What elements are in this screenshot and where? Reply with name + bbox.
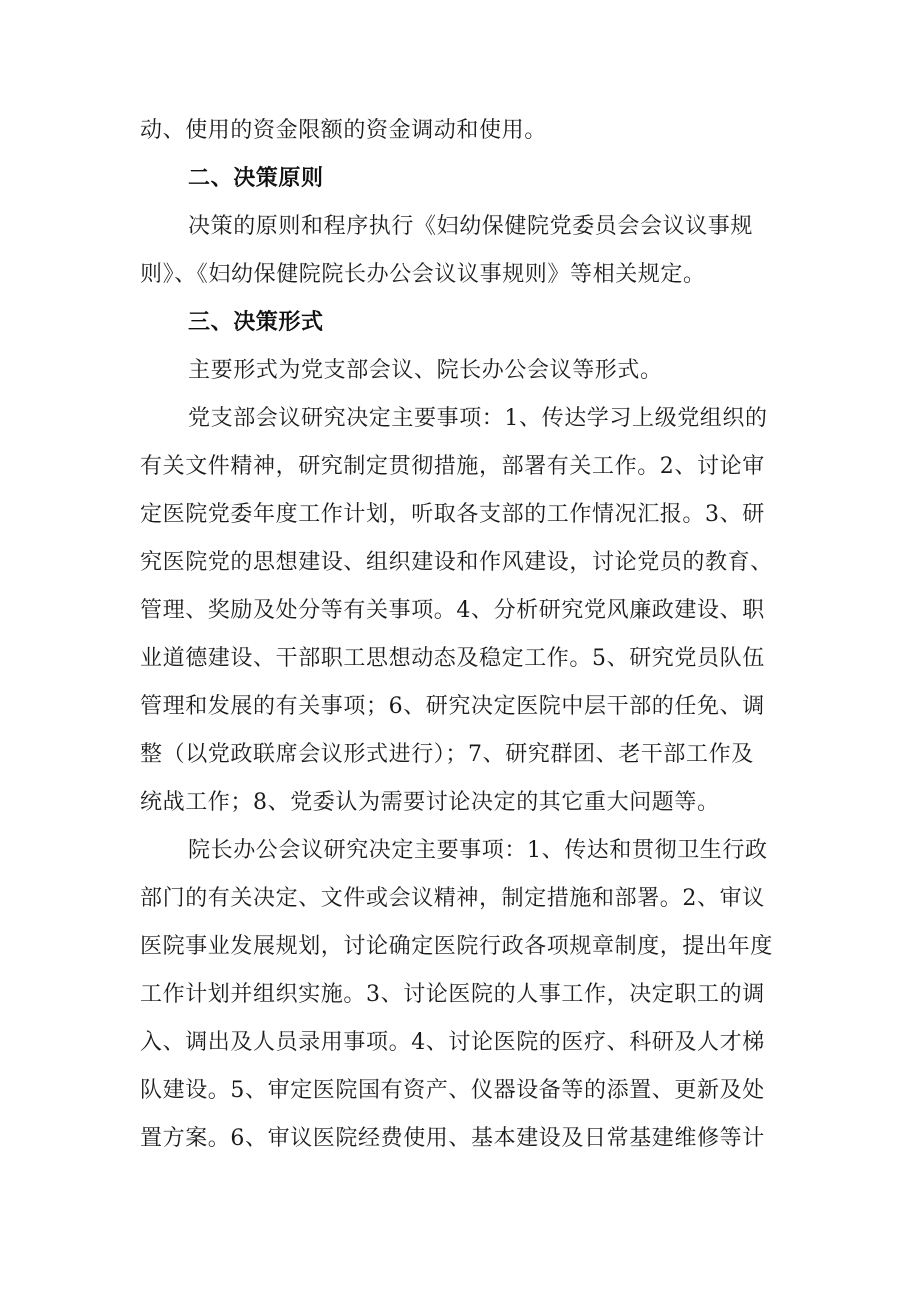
body-line-party-branch-9: 统战工作；8、党委认为需要讨论决定的其它重大问题等。 — [140, 790, 720, 815]
body-line-continuation: 动、使用的资金限额的资金调动和使用。 — [140, 118, 547, 143]
body-line-president-office-1: 院长办公会议研究决定主要事项：1、传达和贯彻卫生行政 — [188, 838, 768, 863]
body-line-president-office-7: 置方案。6、审议医院经费使用、基本建设及日常基建维修等计 — [140, 1126, 765, 1151]
section-heading-decision-principles: 二、决策原则 — [188, 166, 324, 191]
body-line-form-intro: 主要形式为党支部会议、院长办公会议等形式。 — [188, 358, 663, 383]
body-line-party-branch-3: 定医院党委年度工作计划，听取各支部的工作情况汇报。3、研 — [140, 502, 765, 527]
body-line-principles-2: 则》、《妇幼保健院院长办公会议议事规则》等相关规定。 — [140, 262, 706, 287]
body-line-party-branch-6: 业道德建设、干部职工思想动态及稳定工作。5、研究党员队伍 — [140, 646, 765, 671]
body-line-party-branch-5: 管理、奖励及处分等有关事项。4、分析研究党风廉政建设、职 — [140, 598, 765, 623]
body-line-party-branch-4: 究医院党的思想建设、组织建设和作风建设，讨论党员的教育、 — [140, 550, 773, 575]
body-line-party-branch-7: 管理和发展的有关事项；6、研究决定医院中层干部的任免、调 — [140, 694, 765, 719]
body-line-president-office-6: 队建设。5、审定医院国有资产、仪器设备等的添置、更新及处 — [140, 1078, 765, 1103]
body-line-president-office-5: 入、调出及人员录用事项。4、讨论医院的医疗、科研及人才梯 — [140, 1030, 765, 1055]
body-line-party-branch-2: 有关文件精神，研究制定贯彻措施，部署有关工作。2、讨论审 — [140, 454, 765, 479]
body-line-party-branch-1: 党支部会议研究决定主要事项：1、传达学习上级党组织的 — [188, 406, 768, 431]
body-line-president-office-2: 部门的有关决定、文件或会议精神，制定措施和部署。2、审议 — [140, 886, 765, 911]
section-heading-decision-form: 三、决策形式 — [188, 310, 324, 335]
body-line-party-branch-8: 整（以党政联席会议形式进行）；7、研究群团、老干部工作及 — [140, 742, 754, 767]
body-line-president-office-3: 医院事业发展规划，讨论确定医院行政各项规章制度，提出年度 — [140, 934, 773, 959]
body-line-principles-1: 决策的原则和程序执行《妇幼保健院党委员会会议议事规 — [188, 214, 754, 239]
body-line-president-office-4: 工作计划并组织实施。3、讨论医院的人事工作，决定职工的调 — [140, 982, 765, 1007]
